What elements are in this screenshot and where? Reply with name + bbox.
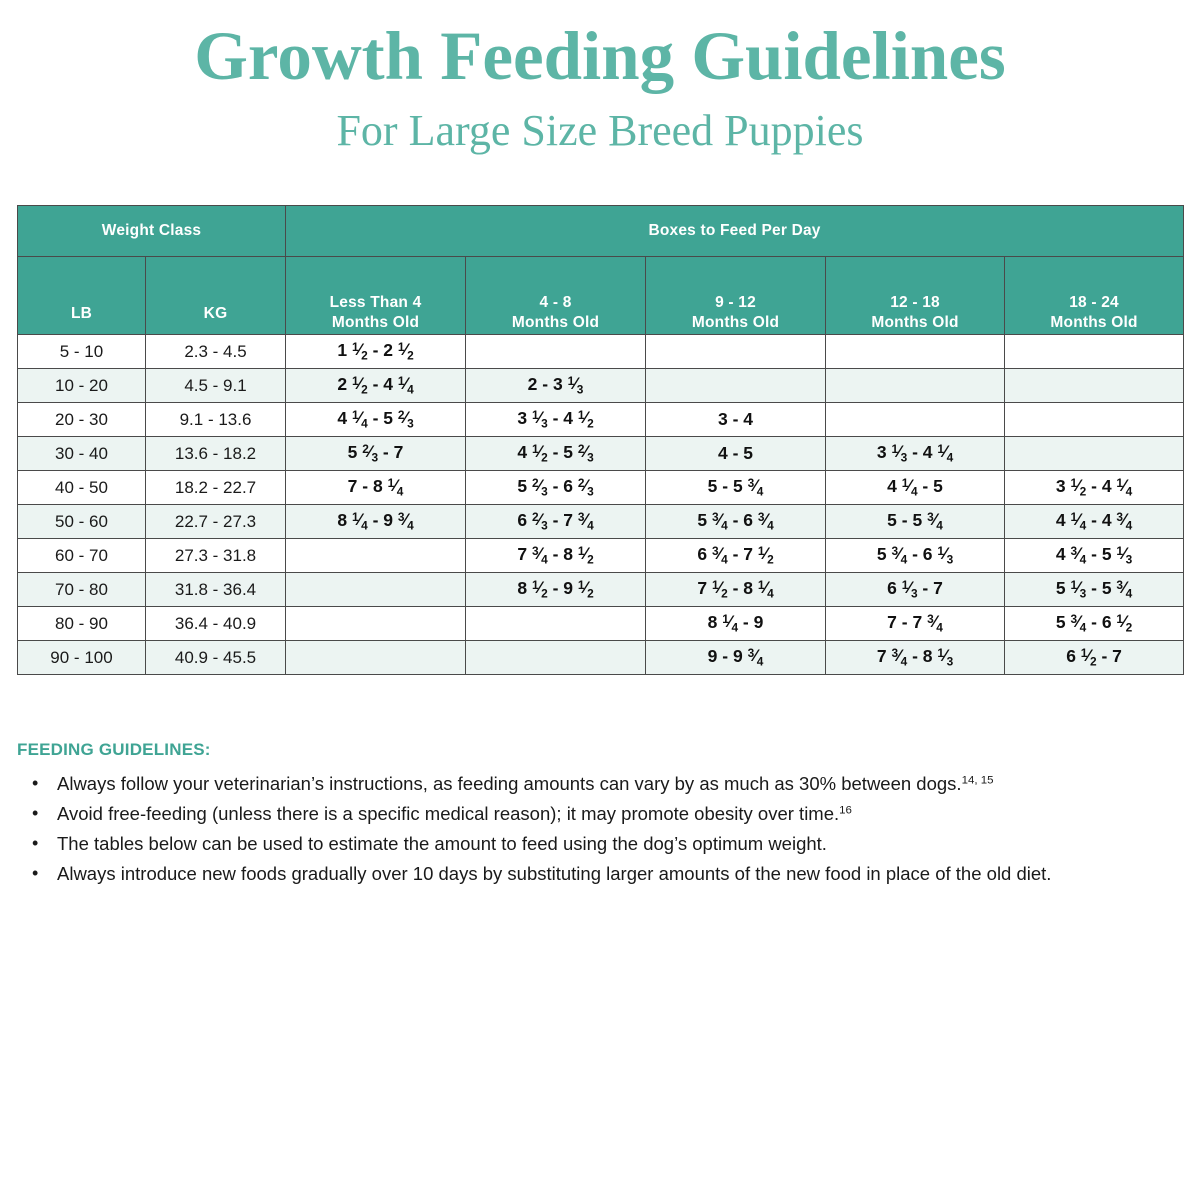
cell-m4_8: 3 $^1⁄_3 - 4$ $^1⁄_2$ [466, 403, 646, 437]
bullet-icon: • [32, 802, 39, 823]
header-boxes-per-day-label: Boxes to Feed Per Day [648, 222, 821, 239]
column-header-4-8-months [466, 257, 646, 335]
cell-m9_12: 5 - 5 $^3⁄_4$ [646, 471, 826, 505]
cell-m4_8 [466, 641, 646, 675]
fraction: $^3⁄_4$ [747, 646, 764, 669]
fraction: $^1⁄_2$ [1116, 612, 1133, 635]
cell-lb: 30 - 40 [18, 437, 146, 471]
column-header-9-12-months [646, 257, 826, 335]
fraction: $^1⁄_4$ [397, 374, 414, 397]
fraction: $^1⁄_2$ [577, 544, 594, 567]
cell-lb: 60 - 70 [18, 539, 146, 573]
fraction: $^3⁄_4$ [891, 544, 908, 567]
fraction: $^1⁄_2$ [351, 340, 368, 363]
cell-lt4: 7 - 8 $^1⁄_4$ [286, 471, 466, 505]
fraction: $^3⁄_4$ [891, 646, 908, 669]
cell-lt4 [286, 607, 466, 641]
note-text: Always follow your veterinarian’s instructions, as feeding amounts can vary by as much as 30% between dogs. [57, 773, 962, 794]
cell-m18_24 [1005, 403, 1184, 437]
column-header-lb [18, 257, 146, 335]
fraction: $^2⁄_3$ [531, 510, 548, 533]
fraction: $^2⁄_3$ [531, 476, 548, 499]
cell-m18_24: 5 $^1⁄_3 - 5$ $^3⁄_4$ [1005, 573, 1184, 607]
cell-kg: 36.4 - 40.9 [146, 607, 286, 641]
cell-m18_24 [1005, 335, 1184, 369]
cell-lt4: 4 $^1⁄_4 - 5$ $^2⁄_3$ [286, 403, 466, 437]
fraction: $^1⁄_3$ [937, 544, 954, 567]
fraction: $^1⁄_4$ [351, 408, 368, 431]
table-row [18, 539, 1184, 573]
note-reference: 14, 15 [961, 774, 994, 787]
table-row [18, 369, 1184, 403]
column-header-less-than-4-months [286, 257, 466, 335]
fraction: $^1⁄_4$ [937, 442, 954, 465]
note-text: The tables below can be used to estimate the amount to feed using the dog’s optimum weight. [57, 832, 827, 854]
cell-m4_8: 6 $^2⁄_3 - 7$ $^3⁄_4$ [466, 505, 646, 539]
fraction: $^3⁄_4$ [397, 510, 414, 533]
cell-kg: 22.7 - 27.3 [146, 505, 286, 539]
cell-m4_8 [466, 335, 646, 369]
cell-m4_8: 7 $^3⁄_4 - 8$ $^1⁄_2$ [466, 539, 646, 573]
fraction: $^1⁄_4$ [387, 476, 404, 499]
cell-m9_12: 5 $^3⁄_4 - 6$ $^3⁄_4$ [646, 505, 826, 539]
cell-m18_24 [1005, 369, 1184, 403]
cell-lb: 70 - 80 [18, 573, 146, 607]
cell-m9_12: 8 $^1⁄_4 - 9$ [646, 607, 826, 641]
bullet-icon: • [32, 832, 39, 853]
fraction: $^3⁄_4$ [711, 510, 728, 533]
cell-kg: 40.9 - 45.5 [146, 641, 286, 675]
cell-lt4: 5 $^2⁄_3 - 7$ [286, 437, 466, 471]
column-header-12-18-line2: Months Old [871, 314, 959, 332]
page-title: Growth Feeding Guidelines [194, 18, 1006, 94]
cell-kg: 13.6 - 18.2 [146, 437, 286, 471]
cell-kg: 9.1 - 13.6 [146, 403, 286, 437]
header-weight-class [18, 206, 286, 257]
fraction: $^3⁄_4$ [577, 510, 594, 533]
cell-m9_12 [646, 335, 826, 369]
fraction: $^1⁄_3$ [1070, 578, 1087, 601]
column-header-kg [146, 257, 286, 335]
column-header-9-12-line2: Months Old [691, 314, 780, 332]
fraction: $^1⁄_4$ [757, 578, 774, 601]
fraction: $^1⁄_3$ [937, 646, 954, 669]
column-header-18-24-line2: Months Old [1050, 314, 1138, 332]
fraction: $^3⁄_4$ [1070, 612, 1087, 635]
table-row [18, 573, 1184, 607]
cell-m12_18: 7 $^3⁄_4 - 8$ $^1⁄_3$ [826, 641, 1005, 675]
cell-m18_24: 4 $^3⁄_4 - 5$ $^1⁄_3$ [1005, 539, 1184, 573]
fraction: $^1⁄_4$ [1070, 510, 1087, 533]
note-reference: 16 [839, 804, 852, 817]
bullet-icon: • [32, 862, 39, 883]
cell-m12_18 [826, 369, 1005, 403]
note-item [17, 829, 1183, 859]
cell-lt4 [286, 641, 466, 675]
fraction: $^1⁄_3$ [901, 578, 918, 601]
fraction: $^1⁄_4$ [351, 510, 368, 533]
cell-kg: 2.3 - 4.5 [146, 335, 286, 369]
cell-lb: 50 - 60 [18, 505, 146, 539]
cell-kg: 31.8 - 36.4 [146, 573, 286, 607]
fraction: $^3⁄_4$ [927, 510, 943, 533]
table-row [18, 505, 1184, 539]
fraction: $^1⁄_3$ [567, 374, 584, 397]
table-row [18, 437, 1184, 471]
table-row [18, 607, 1184, 641]
cell-m4_8: 2 - 3 $^1⁄_3$ [466, 369, 646, 403]
fraction: $^3⁄_4$ [757, 510, 774, 533]
fraction: $^1⁄_2$ [577, 578, 594, 601]
cell-m18_24: 6 $^1⁄_2 - 7$ [1005, 641, 1184, 675]
fraction: $^1⁄_4$ [1116, 476, 1133, 499]
cell-m9_12: 6 $^3⁄_4 - 7$ $^1⁄_2$ [646, 539, 826, 573]
column-header-4-8-line2: Months Old [511, 314, 600, 332]
column-header-12-18-months [826, 257, 1005, 335]
cell-lb: 10 - 20 [18, 369, 146, 403]
fraction: $^2⁄_3$ [577, 442, 594, 465]
cell-m12_18: 3 $^1⁄_3 - 4$ $^1⁄_4$ [826, 437, 1005, 471]
fraction: $^3⁄_4$ [1116, 510, 1133, 533]
note-item [17, 799, 1183, 829]
cell-m12_18: 7 - 7 $^3⁄_4$ [826, 607, 1005, 641]
cell-lt4 [286, 573, 466, 607]
header-weight-class-label: Weight Class [101, 222, 202, 239]
cell-m18_24: 4 $^1⁄_4 - 4$ $^3⁄_4$ [1005, 505, 1184, 539]
column-header-lt4-line2: Months Old [331, 314, 420, 332]
table-row [18, 403, 1184, 437]
cell-m18_24: 3 $^1⁄_2 - 4$ $^1⁄_4$ [1005, 471, 1184, 505]
fraction: $^1⁄_2$ [577, 408, 594, 431]
column-header-18-24-months [1005, 257, 1184, 335]
fraction: $^3⁄_4$ [711, 544, 728, 567]
cell-lt4: 8 $^1⁄_4 - 9$ $^3⁄_4$ [286, 505, 466, 539]
feeding-table-container [17, 205, 1183, 675]
cell-m12_18: 4 $^1⁄_4 - 5$ [826, 471, 1005, 505]
cell-m12_18: 5 - 5 $^3⁄_4$ [826, 505, 1005, 539]
cell-lb: 40 - 50 [18, 471, 146, 505]
page-header [0, 0, 1200, 153]
cell-m4_8: 4 $^1⁄_2 - 5$ $^2⁄_3$ [466, 437, 646, 471]
note-item [17, 859, 1183, 889]
cell-lb: 90 - 100 [18, 641, 146, 675]
cell-m12_18: 5 $^3⁄_4 - 6$ $^1⁄_3$ [826, 539, 1005, 573]
table-head [18, 206, 1184, 335]
note-text: Always introduce new foods gradually over 10 days by substituting larger amounts of the new food in place of the old diet. [57, 862, 1052, 884]
fraction: $^3⁄_4$ [531, 544, 548, 567]
table-row [18, 335, 1184, 369]
cell-m4_8 [466, 607, 646, 641]
note-text: Avoid free-feeding (unless there is a specific medical reason); it may promote obesity over time. [57, 802, 840, 824]
fraction: $^1⁄_2$ [531, 578, 548, 601]
cell-m9_12: 7 $^1⁄_2 - 8$ $^1⁄_4$ [646, 573, 826, 607]
fraction: $^1⁄_4$ [901, 476, 918, 499]
cell-lt4: 1 $^1⁄_2 - 2$ $^1⁄_2$ [286, 335, 466, 369]
cell-kg: 4.5 - 9.1 [146, 369, 286, 403]
fraction: $^3⁄_4$ [927, 612, 943, 635]
cell-m4_8: 5 $^2⁄_3 - 6$ $^2⁄_3$ [466, 471, 646, 505]
cell-lb: 5 - 10 [18, 335, 146, 369]
cell-m12_18 [826, 403, 1005, 437]
cell-m9_12: 9 - 9 $^3⁄_4$ [646, 641, 826, 675]
fraction: $^1⁄_3$ [531, 408, 548, 431]
column-header-18-24-line1: 18 - 24 [1069, 293, 1119, 311]
cell-lt4 [286, 539, 466, 573]
cell-m4_8: 8 $^1⁄_2 - 9$ $^1⁄_2$ [466, 573, 646, 607]
cell-m18_24 [1005, 437, 1184, 471]
fraction: $^1⁄_3$ [1116, 544, 1133, 567]
fraction: $^2⁄_3$ [577, 476, 594, 499]
fraction: $^3⁄_4$ [1116, 578, 1133, 601]
page-subtitle: For Large Size Breed Puppies [336, 106, 864, 155]
cell-m9_12: 3 - 4 [646, 403, 826, 437]
table-row [18, 471, 1184, 505]
feeding-guidelines-table [17, 205, 1184, 675]
table-group-header-row [18, 206, 1184, 257]
fraction: $^2⁄_3$ [397, 408, 414, 431]
table-row [18, 641, 1184, 675]
fraction: $^3⁄_4$ [747, 476, 764, 499]
column-header-kg-label: KG [203, 305, 228, 323]
table-column-header-row [18, 257, 1184, 335]
column-header-lb-label: LB [70, 305, 93, 323]
cell-lb: 80 - 90 [18, 607, 146, 641]
cell-m9_12: 4 - 5 [646, 437, 826, 471]
fraction: $^2⁄_3$ [362, 442, 379, 465]
column-header-lt4-line1: Less Than 4 [329, 293, 422, 311]
table-body [18, 335, 1184, 675]
cell-m18_24: 5 $^3⁄_4 - 6$ $^1⁄_2$ [1005, 607, 1184, 641]
cell-kg: 27.3 - 31.8 [146, 539, 286, 573]
column-header-4-8-line1: 4 - 8 [539, 293, 572, 311]
fraction: $^1⁄_4$ [722, 612, 739, 635]
column-header-9-12-line1: 9 - 12 [715, 293, 756, 311]
fraction: $^1⁄_2$ [1080, 646, 1097, 669]
fraction: $^3⁄_4$ [1070, 544, 1087, 567]
cell-m12_18: 6 $^1⁄_3 - 7$ [826, 573, 1005, 607]
feeding-guidelines-notes [17, 740, 1183, 889]
cell-lt4: 2 $^1⁄_2 - 4$ $^1⁄_4$ [286, 369, 466, 403]
fraction: $^1⁄_2$ [1070, 476, 1087, 499]
fraction: $^1⁄_2$ [711, 578, 728, 601]
fraction: $^1⁄_2$ [397, 340, 414, 363]
cell-kg: 18.2 - 22.7 [146, 471, 286, 505]
notes-list [17, 769, 1183, 889]
header-boxes-per-day [286, 206, 1184, 257]
note-item [17, 769, 1183, 799]
fraction: $^1⁄_2$ [531, 442, 548, 465]
column-header-12-18-line1: 12 - 18 [890, 293, 940, 311]
notes-heading: FEEDING GUIDELINES: [17, 740, 211, 759]
bullet-icon: • [32, 773, 39, 793]
fraction: $^1⁄_2$ [351, 374, 368, 397]
cell-lb: 20 - 30 [18, 403, 146, 437]
fraction: $^1⁄_2$ [757, 544, 774, 567]
cell-m12_18 [826, 335, 1005, 369]
fraction: $^1⁄_3$ [891, 442, 908, 465]
cell-m9_12 [646, 369, 826, 403]
